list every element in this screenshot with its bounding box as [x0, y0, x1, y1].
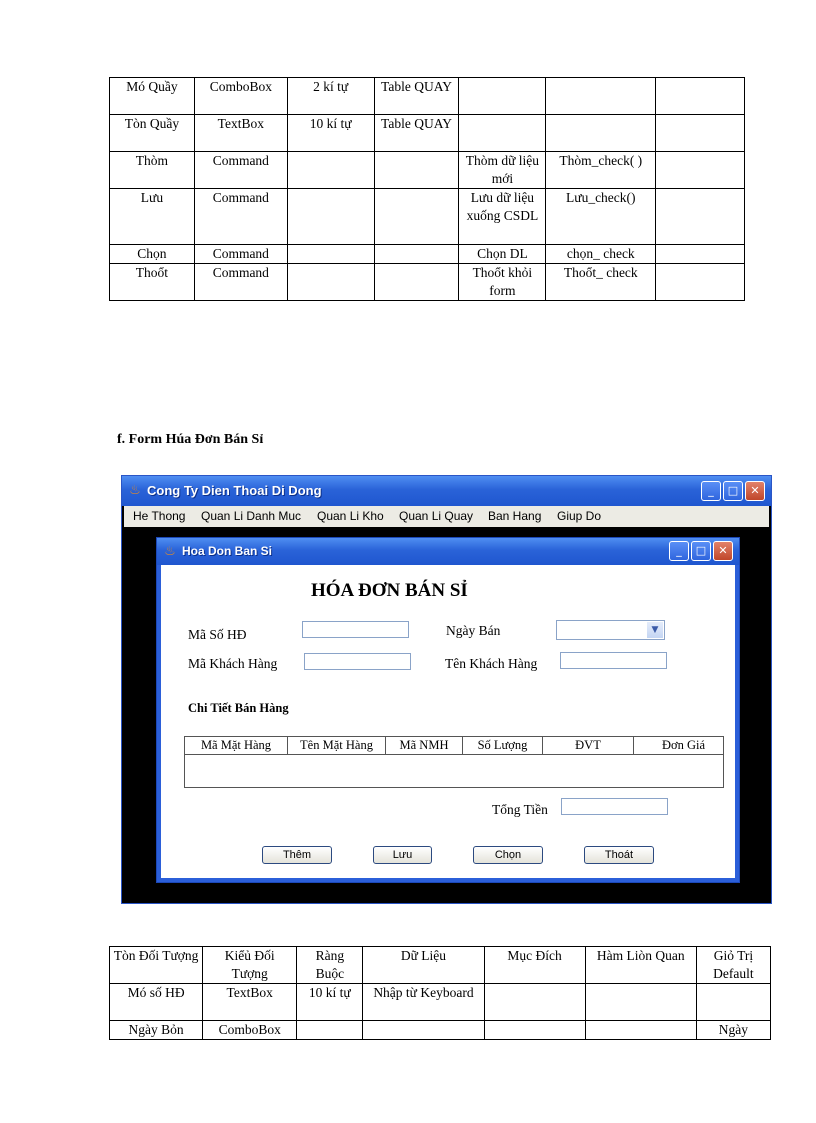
- luu-button[interactable]: Lưu: [373, 846, 432, 864]
- table-cell: Ngày Bỏn: [110, 1021, 203, 1040]
- table-cell: [696, 984, 770, 1021]
- menu-ban-hang[interactable]: Ban Hang: [488, 509, 542, 523]
- table-cell: Mó số HĐ: [110, 984, 203, 1021]
- table-cell: Chọn: [110, 245, 195, 264]
- table-cell: Command: [194, 152, 287, 189]
- table-cell: [656, 189, 745, 245]
- table-cell: [546, 115, 656, 152]
- table-cell: Lưu dữ liệu xuống CSDL: [459, 189, 546, 245]
- col-ma-nmh[interactable]: Mã NMH: [386, 737, 463, 754]
- close-button[interactable]: ✕: [713, 541, 733, 561]
- table-cell: Thòm dữ liệu mới: [459, 152, 546, 189]
- table-cell: Thoổt: [110, 264, 195, 301]
- table-header-cell: Tòn Đối Tượng: [110, 947, 203, 984]
- table-cell: [656, 245, 745, 264]
- table-header-cell: Ràng Buộc: [297, 947, 363, 984]
- chon-button[interactable]: Chọn: [473, 846, 543, 864]
- table-cell: [374, 245, 459, 264]
- them-button[interactable]: Thêm: [262, 846, 332, 864]
- main-window-title: Cong Ty Dien Thoai Di Dong: [147, 483, 322, 498]
- table-cell: [374, 152, 459, 189]
- table-cell: 10 kí tự: [297, 984, 363, 1021]
- menu-quan-li-kho[interactable]: Quan Li Kho: [317, 509, 384, 523]
- table-cell: [484, 1021, 585, 1040]
- object-table-hoa-don: [109, 946, 771, 1040]
- table-cell: ComboBox: [194, 78, 287, 115]
- col-ma-mat-hang[interactable]: Mã Mặt Hàng: [185, 737, 288, 754]
- ten-khach-hang-label: Tên Khách Hàng: [445, 656, 538, 671]
- java-cup-icon: ♨: [129, 482, 141, 497]
- menu-quan-li-danh-muc[interactable]: Quan Li Danh Muc: [201, 509, 302, 523]
- close-button[interactable]: ✕: [745, 481, 765, 501]
- ma-so-hd-label: Mã Số HĐ: [188, 627, 247, 642]
- table-cell: Chọn DL: [459, 245, 546, 264]
- table-cell: [287, 152, 374, 189]
- object-table-quay: [109, 77, 745, 301]
- table-cell: [585, 1021, 696, 1040]
- table-cell: [656, 264, 745, 301]
- invoice-window: [156, 537, 740, 883]
- table-cell: [287, 264, 374, 301]
- table-cell: [656, 115, 745, 152]
- col-dvt[interactable]: ĐVT: [543, 737, 634, 754]
- table-cell: [585, 984, 696, 1021]
- table-row: [110, 152, 745, 189]
- table-cell: Tòn Quầy: [110, 115, 195, 152]
- section-heading: f. Form Húa Đơn Bán Sỉ: [117, 432, 264, 447]
- table-cell: Thòm: [110, 152, 195, 189]
- table-cell: ComboBox: [203, 1021, 297, 1040]
- table-cell: [459, 115, 546, 152]
- table-cell: Thòm_check( ): [546, 152, 656, 189]
- ma-so-hd-input[interactable]: [302, 621, 409, 638]
- table-cell: 10 kí tự: [287, 115, 374, 152]
- ngay-ban-label: Ngày Bán: [446, 623, 501, 638]
- table-cell: [374, 189, 459, 245]
- menu-he-thong[interactable]: He Thong: [133, 509, 186, 523]
- table-cell: [287, 189, 374, 245]
- table-cell: Ngày: [696, 1021, 770, 1040]
- table-cell: Thoổt khỏi form: [459, 264, 546, 301]
- thoat-button[interactable]: Thoát: [584, 846, 654, 864]
- table-cell: [459, 78, 546, 115]
- table-cell: 2 kí tự: [287, 78, 374, 115]
- detail-grid[interactable]: [184, 736, 724, 788]
- table-row: [110, 245, 745, 264]
- table-header-cell: Giỏ Trị Default: [696, 947, 770, 984]
- col-so-luong[interactable]: Số Lượng: [463, 737, 543, 754]
- table-row: [110, 115, 745, 152]
- maximize-button[interactable]: □: [723, 481, 743, 501]
- ma-khach-hang-label: Mã Khách Hàng: [188, 656, 278, 671]
- table-cell: [297, 1021, 363, 1040]
- col-don-gia[interactable]: Đơn Giá: [661, 738, 705, 752]
- table-cell: Thoổt_ check: [546, 264, 656, 301]
- table-cell: Nhập từ Keyboard: [363, 984, 484, 1021]
- invoice-window-title: Hoa Don Ban Si: [182, 544, 273, 558]
- table-cell: [656, 152, 745, 189]
- chevron-down-icon[interactable]: ▼: [647, 622, 663, 638]
- table-header-cell: Dữ Liệu: [363, 947, 484, 984]
- table-cell: Command: [194, 245, 287, 264]
- table-header-cell: Mục Đích: [484, 947, 585, 984]
- table-header-cell: Kiểủ Đối Tượng: [203, 947, 297, 984]
- table-row: [110, 1021, 771, 1040]
- table-row: [110, 984, 771, 1021]
- menu-giup-do[interactable]: Giup Do: [557, 509, 602, 523]
- invoice-title-bar: [157, 538, 739, 565]
- ma-khach-hang-input[interactable]: [304, 653, 411, 670]
- table-cell: Lưu_check(): [546, 189, 656, 245]
- ngay-ban-combobox[interactable]: [556, 620, 665, 640]
- table-cell: chọn_ check: [546, 245, 656, 264]
- menu-bar: [124, 506, 769, 527]
- minimize-button[interactable]: _: [669, 541, 689, 561]
- col-ten-mat-hang[interactable]: Tên Mặt Hàng: [288, 737, 386, 754]
- table-cell: [484, 984, 585, 1021]
- table-cell: [546, 78, 656, 115]
- table-cell: [363, 1021, 484, 1040]
- minimize-button[interactable]: _: [701, 481, 721, 501]
- chi-tiet-heading: Chi Tiết Bán Hàng: [188, 701, 289, 715]
- main-app-window: [121, 475, 772, 904]
- table-cell: Mó Quầy: [110, 78, 195, 115]
- form-heading: HÓA ĐƠN BÁN SỈ: [311, 580, 468, 601]
- table-cell: Lưu: [110, 189, 195, 245]
- menu-quan-li-quay[interactable]: Quan Li Quay: [399, 509, 474, 523]
- main-title-bar: [122, 476, 771, 506]
- table-cell: Command: [194, 189, 287, 245]
- table-cell: TextBox: [194, 115, 287, 152]
- table-header-cell: Hàm Liòn Quan: [585, 947, 696, 984]
- tong-tien-input[interactable]: [561, 798, 668, 815]
- table-cell: [287, 245, 374, 264]
- table-cell: TextBox: [203, 984, 297, 1021]
- grid-header: [185, 737, 723, 755]
- table-cell: Table QUAY: [374, 115, 459, 152]
- table-cell: [374, 264, 459, 301]
- table-cell: Command: [194, 264, 287, 301]
- table-row: [110, 189, 745, 245]
- table-row: [110, 264, 745, 301]
- table-cell: Table QUAY: [374, 78, 459, 115]
- tong-tien-label: Tổng Tiền: [492, 802, 548, 817]
- table-cell: [656, 78, 745, 115]
- maximize-button[interactable]: □: [691, 541, 711, 561]
- java-cup-icon: ♨: [164, 543, 176, 558]
- ten-khach-hang-input[interactable]: [560, 652, 667, 669]
- table-row: [110, 78, 745, 115]
- invoice-form: [161, 565, 735, 878]
